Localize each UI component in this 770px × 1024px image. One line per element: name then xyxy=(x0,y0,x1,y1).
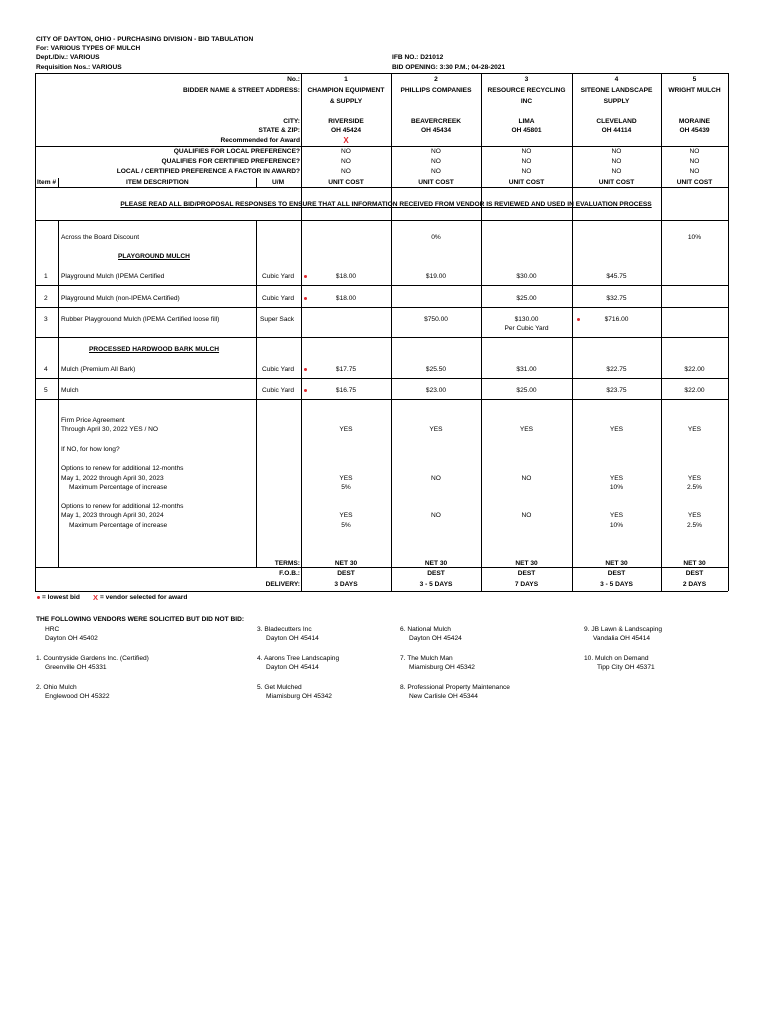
vendor-3-unit-header: UNIT COST xyxy=(508,179,545,186)
dept-line: Dept./Div.: VARIOUS xyxy=(36,54,100,61)
recommended-label: Recommended for Award xyxy=(220,137,300,144)
vendor-2-name: PHILLIPS COMPANIES xyxy=(400,87,472,94)
item-1-um: Cubic Yard xyxy=(262,273,295,280)
fob-label: F.O.B.: xyxy=(279,570,300,577)
vendor-3-name: RESOURCE RECYCLING xyxy=(487,87,566,94)
item-description-header: ITEM DESCRIPTION xyxy=(126,179,189,186)
item-2-description: Playground Mulch (non-IPEMA Certified) xyxy=(61,295,180,302)
renew-1-period: May 1, 2022 through April 30, 2023 xyxy=(61,475,164,482)
section-playground-mulch: PLAYGROUND MULCH xyxy=(118,253,190,260)
vendor-2-discount: 0% xyxy=(431,234,441,241)
ifb-number: IFB NO.: D21012 xyxy=(392,54,444,61)
solicited-vendor-city: Miamisburg OH 45342 xyxy=(266,693,332,700)
vendor-3-terms: NET 30 xyxy=(515,560,538,567)
vendor-5-local: NO xyxy=(689,148,700,155)
firm-price-label: Firm Price Agreement xyxy=(61,417,125,424)
item-3-price-v2: $750.00 xyxy=(424,316,448,323)
solicited-vendor-city: Greenville OH 45331 xyxy=(45,664,107,671)
item-3-price-v3-note: Per Cubic Yard xyxy=(504,325,549,332)
item-3-price-v4: $716.00 xyxy=(604,316,629,323)
solicited-vendor-city: Dayton OH 45402 xyxy=(45,635,98,642)
vendor-3-firm-price: YES xyxy=(519,426,534,433)
solicited-vendor: 1. Countryside Gardens Inc. (Certified) xyxy=(36,655,149,662)
solicited-vendor: 3. Bladecutters Inc xyxy=(257,626,312,633)
item-1-price-v3: $30.00 xyxy=(516,273,537,280)
vendor-5-discount: 10% xyxy=(687,234,702,241)
solicited-vendor-city: Miamisburg OH 45342 xyxy=(409,664,475,671)
item-1-number: 1 xyxy=(44,273,48,280)
item-1-price-v1: $18.00 xyxy=(335,273,357,280)
vendor-4-name: SITEONE LANDSCAPE xyxy=(580,87,653,94)
item-2-price-v3: $25.00 xyxy=(516,295,537,302)
vendor-4-zip: OH 44114 xyxy=(601,127,632,134)
local-preference-label: QUALIFIES FOR LOCAL PREFERENCE? xyxy=(173,148,300,155)
discount-label: Across the Board Discount xyxy=(61,234,140,241)
vendor-3-city: LIMA xyxy=(518,118,535,125)
vendor-4-renew-2: YES xyxy=(609,512,624,519)
vendor-4-factor: NO xyxy=(611,168,622,175)
vendor-2-renew-1: NO xyxy=(431,475,441,482)
vendor-5-renew-2-pct: 2.5% xyxy=(686,522,703,529)
solicited-vendor-city: Dayton OH 45424 xyxy=(409,635,462,642)
vendor-4-unit-header: UNIT COST xyxy=(598,179,635,186)
vendor-4-firm-price: YES xyxy=(609,426,624,433)
requisition-line: Requisition Nos.: VARIOUS xyxy=(36,64,122,71)
solicited-vendor-city: Dayton OH 45414 xyxy=(266,635,319,642)
vendor-5-name: WRIGHT MULCH xyxy=(668,87,721,94)
vendor-2-number: 2 xyxy=(434,76,438,83)
vendor-2-cert: NO xyxy=(431,158,441,165)
item-3-description: Rubber Playgrouond Mulch (IPEMA Certified loose fill) xyxy=(61,316,220,323)
vendor-4-delivery: 3 - 5 DAYS xyxy=(600,581,633,588)
if-no-label: If NO, for how long? xyxy=(61,446,120,453)
vendor-4-renew-1: YES xyxy=(609,475,624,482)
item-1-price-v4: $45.75 xyxy=(606,273,627,280)
vendor-1-renew-2: YES xyxy=(339,512,353,519)
solicited-vendor: 2. Ohio Mulch xyxy=(36,684,77,691)
vendor-1-unit-header: UNIT COST xyxy=(328,179,364,186)
item-5-description: Mulch xyxy=(61,387,79,394)
item-4-description: Mulch (Premium All Bark) xyxy=(61,366,136,373)
item-4-price-v3: $31.00 xyxy=(516,366,537,373)
item-5-price-v4: $23.75 xyxy=(606,387,627,394)
vendor-5-factor: NO xyxy=(689,168,700,175)
legend-award-marker: X xyxy=(93,593,99,602)
item-4-price-v2: $25.50 xyxy=(425,366,447,373)
vendor-1-name-2: & SUPPLY xyxy=(329,98,363,105)
vendor-4-number: 4 xyxy=(614,76,619,83)
document-title: CITY OF DAYTON, OHIO - PURCHASING DIVISION - BID TABULATION xyxy=(36,36,254,43)
renew-2-max-label: Maximum Percentage of increase xyxy=(69,522,168,529)
item-2-price-v1: $18.00 xyxy=(335,295,357,302)
section-hardwood-mulch: PROCESSED HARDWOOD BARK MULCH xyxy=(89,346,220,353)
vendor-1-renew-2-pct: 5% xyxy=(341,522,351,529)
vendor-3-name-2: INC xyxy=(520,98,533,105)
solicited-vendor-city: Tipp City OH 45371 xyxy=(597,664,655,671)
preference-factor-label: LOCAL / CERTIFIED PREFERENCE A FACTOR IN AWARD? xyxy=(116,168,300,175)
vendor-1-delivery: 3 DAYS xyxy=(334,581,358,588)
certified-preference-label: QUALIFIES FOR CERTIFIED PREFERENCE? xyxy=(161,158,300,165)
item-2-price-v4: $32.75 xyxy=(606,295,627,302)
item-4-um: Cubic Yard xyxy=(262,366,295,373)
item-5-price-v5: $22.00 xyxy=(684,387,705,394)
renew-1-max-label: Maximum Percentage of increase xyxy=(69,484,168,491)
vendor-3-renew-2: NO xyxy=(521,512,532,519)
solicited-vendor-city: Dayton OH 45414 xyxy=(266,664,319,671)
vendor-1-renew-1-pct: 5% xyxy=(341,484,351,491)
vendor-4-local: NO xyxy=(611,148,622,155)
solicited-vendor: 10. Mulch on Demand xyxy=(584,655,649,662)
vendor-3-cert: NO xyxy=(521,158,532,165)
vendor-5-renew-1: YES xyxy=(687,475,702,482)
vendor-5-unit-header: UNIT COST xyxy=(676,179,713,186)
item-5-price-v1: $16.75 xyxy=(335,387,357,394)
vendor-5-delivery: 2 DAYS xyxy=(682,581,707,588)
solicited-vendor-city: Englewood OH 45322 xyxy=(45,693,110,700)
vendor-1-terms: NET 30 xyxy=(334,560,358,567)
item-4-price-v5: $22.00 xyxy=(684,366,705,373)
vendor-1-fob: DEST xyxy=(337,570,355,577)
vendor-4-cert: NO xyxy=(611,158,622,165)
vendor-2-terms: NET 30 xyxy=(424,560,448,567)
item-5-um: Cubic Yard xyxy=(262,387,295,394)
delivery-label: DELIVERY: xyxy=(265,581,300,588)
vendor-2-delivery: 3 - 5 DAYS xyxy=(419,581,453,588)
item-4-price-v4: $22.75 xyxy=(606,366,627,373)
vendor-4-city: CLEVELAND xyxy=(596,118,637,125)
vendor-2-zip: OH 45434 xyxy=(420,127,452,134)
renew-1-label: Options to renew for additional 12-months xyxy=(61,465,184,472)
vendor-1-zip: OH 45424 xyxy=(330,127,362,134)
vendor-3-factor: NO xyxy=(521,168,532,175)
vendor-1-firm-price: YES xyxy=(339,426,353,433)
item-5-price-v3: $25.00 xyxy=(516,387,537,394)
vendor-4-renew-1-pct: 10% xyxy=(609,484,624,491)
vendor-2-fob: DEST xyxy=(427,570,445,577)
um-header: U/M xyxy=(272,179,285,186)
vendor-1-award-mark: X xyxy=(343,136,349,145)
terms-label: TERMS: xyxy=(274,560,300,567)
vendor-2-city: BEAVERCREEK xyxy=(410,118,462,125)
legend-lowest-text: = lowest bid xyxy=(42,594,80,601)
item-3-price-v3: $130.00 xyxy=(514,316,539,323)
vendor-3-zip: OH 45801 xyxy=(511,127,542,134)
item-4-number: 4 xyxy=(44,366,48,373)
vendor-3-number: 3 xyxy=(524,76,529,83)
vendor-2-unit-header: UNIT COST xyxy=(418,179,454,186)
state-zip-label: STATE & ZIP: xyxy=(258,127,300,134)
vendor-2-factor: NO xyxy=(431,168,441,175)
bid-opening: BID OPENING: 3:30 P.M.; 04-28-2021 xyxy=(392,64,506,71)
vendor-2-renew-2: NO xyxy=(431,512,441,519)
vendor-1-name: CHAMPION EQUIPMENT xyxy=(307,87,385,94)
solicited-vendor: 5. Get Mulched xyxy=(257,684,302,691)
item-3-number: 3 xyxy=(44,316,48,323)
vendor-5-renew-1-pct: 2.5% xyxy=(686,484,703,491)
item-number-header: Item # xyxy=(37,179,57,186)
vendor-3-local: NO xyxy=(521,148,532,155)
for-line: For: VARIOUS TYPES OF MULCH xyxy=(36,45,141,52)
legend-lowest-marker xyxy=(37,596,40,599)
item-2-number: 2 xyxy=(44,295,48,302)
bidder-name-label: BIDDER NAME & STREET ADDRESS: xyxy=(183,87,300,94)
vendor-5-firm-price: YES xyxy=(687,426,702,433)
solicited-vendor: 4. Aarons Tree Landscaping xyxy=(257,655,340,662)
solicited-vendor-city: New Carlisle OH 45344 xyxy=(409,693,478,700)
vendor-1-cert: NO xyxy=(341,158,351,165)
vendor-5-city: MORAINE xyxy=(678,118,711,125)
renew-2-period: May 1, 2023 through April 30, 2024 xyxy=(61,512,164,519)
vendor-5-renew-2: YES xyxy=(687,512,702,519)
solicited-vendor: 6. National Mulch xyxy=(400,626,451,633)
vendor-4-renew-2-pct: 10% xyxy=(609,522,624,529)
item-5-number: 5 xyxy=(44,387,48,394)
vendor-number-label: No.: xyxy=(287,76,300,83)
solicited-vendor-city: Vandalia OH 45414 xyxy=(593,635,651,642)
item-5-price-v2: $23.00 xyxy=(425,387,447,394)
vendor-5-cert: NO xyxy=(689,158,700,165)
solicited-vendor: 8. Professional Property Maintenance xyxy=(400,684,510,691)
vendor-1-local: NO xyxy=(341,148,351,155)
vendor-1-number: 1 xyxy=(344,76,348,83)
item-2-um: Cubic Yard xyxy=(262,295,295,302)
vendor-1-city: RIVERSIDE xyxy=(328,118,364,125)
vendor-3-renew-1: NO xyxy=(521,475,532,482)
item-1-description: Playground Mulch (IPEMA Certified xyxy=(61,273,165,280)
solicited-vendor: 7. The Mulch Man xyxy=(400,655,453,662)
firm-price-period: Through April 30, 2022 YES / NO xyxy=(61,426,159,433)
vendor-3-fob: DEST xyxy=(517,570,536,577)
vendor-1-renew-1: YES xyxy=(339,475,353,482)
vendor-4-name-2: SUPPLY xyxy=(603,98,630,105)
solicited-vendor: HRC xyxy=(45,626,60,633)
item-4-price-v1: $17.75 xyxy=(335,366,357,373)
vendor-5-fob: DEST xyxy=(685,570,704,577)
vendor-5-terms: NET 30 xyxy=(683,560,706,567)
vendor-4-terms: NET 30 xyxy=(605,560,628,567)
evaluation-notice: PLEASE READ ALL BID/PROPOSAL RESPONSES TO ENSURE THAT ALL INFORMATION RECEIVED FROM VENDOR IS REVIEWED AND USED IN EVALUATION PROCESS xyxy=(120,201,652,208)
vendor-5-number: 5 xyxy=(692,76,697,83)
vendor-3-delivery: 7 DAYS xyxy=(514,581,539,588)
vendor-2-local: NO xyxy=(431,148,441,155)
renew-2-label: Options to renew for additional 12-months xyxy=(61,503,184,510)
city-label: CITY: xyxy=(283,118,300,125)
vendor-2-firm-price: YES xyxy=(429,426,443,433)
item-3-um: Super Sack xyxy=(260,316,295,323)
vendor-1-factor: NO xyxy=(341,168,351,175)
vendor-5-zip: OH 45439 xyxy=(679,127,710,134)
solicited-vendor: 9. JB Lawn & Landscaping xyxy=(584,626,663,633)
item-1-price-v2: $19.00 xyxy=(425,273,447,280)
vendor-4-fob: DEST xyxy=(607,570,626,577)
solicited-title: THE FOLLOWING VENDORS WERE SOLICITED BUT DID NOT BID: xyxy=(36,616,245,623)
legend-award-text: = vendor selected for award xyxy=(100,594,188,601)
